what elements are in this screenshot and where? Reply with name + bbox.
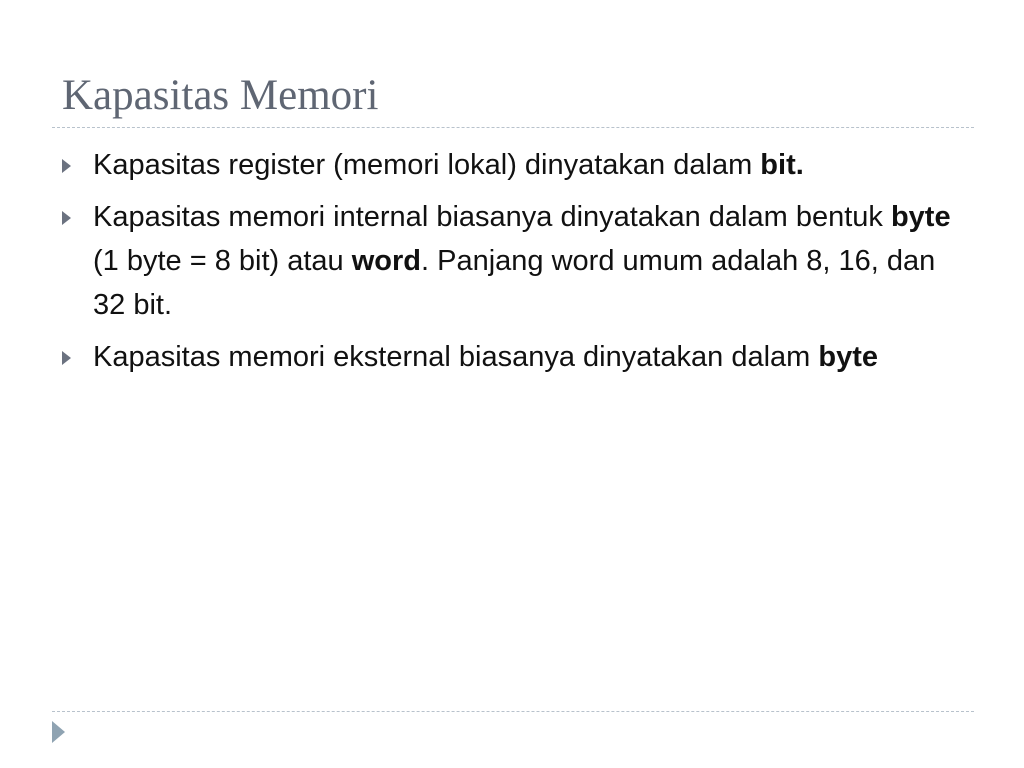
bullet-text-bold: byte [818,341,879,373]
footer-divider [52,711,974,712]
bullet-text [93,149,804,181]
bullet-item [62,195,962,327]
bullet-text-bold: byte [890,201,951,233]
triangle-right-icon [62,211,71,225]
bullet-item [62,143,962,187]
bullet-list [62,143,962,387]
bullet-text-segment: Kapasitas memori eksternal biasanya dinyatakan dalam [93,341,819,373]
title-divider [52,127,974,128]
bullet-text-segment: Kapasitas memori internal biasanya dinyatakan dalam bentuk [93,201,891,233]
bullet-text [93,201,951,321]
bullet-text [93,341,878,373]
bullet-item [62,335,962,379]
bullet-text-bold: word [351,245,422,277]
bullet-text-bold: bit. [760,149,804,181]
slide-title: Kapasitas Memori [62,72,379,119]
bullet-text-segment: . Panjang word umum adalah 8, 16, dan 32 bit. [93,245,936,321]
bullet-text-segment: (1 byte = 8 bit) atau [93,245,352,277]
triangle-right-icon [62,159,71,173]
next-slide-icon[interactable] [52,721,65,743]
triangle-right-icon [62,351,71,365]
bullet-text-segment: Kapasitas register (memori lokal) dinyatakan dalam [93,149,761,181]
